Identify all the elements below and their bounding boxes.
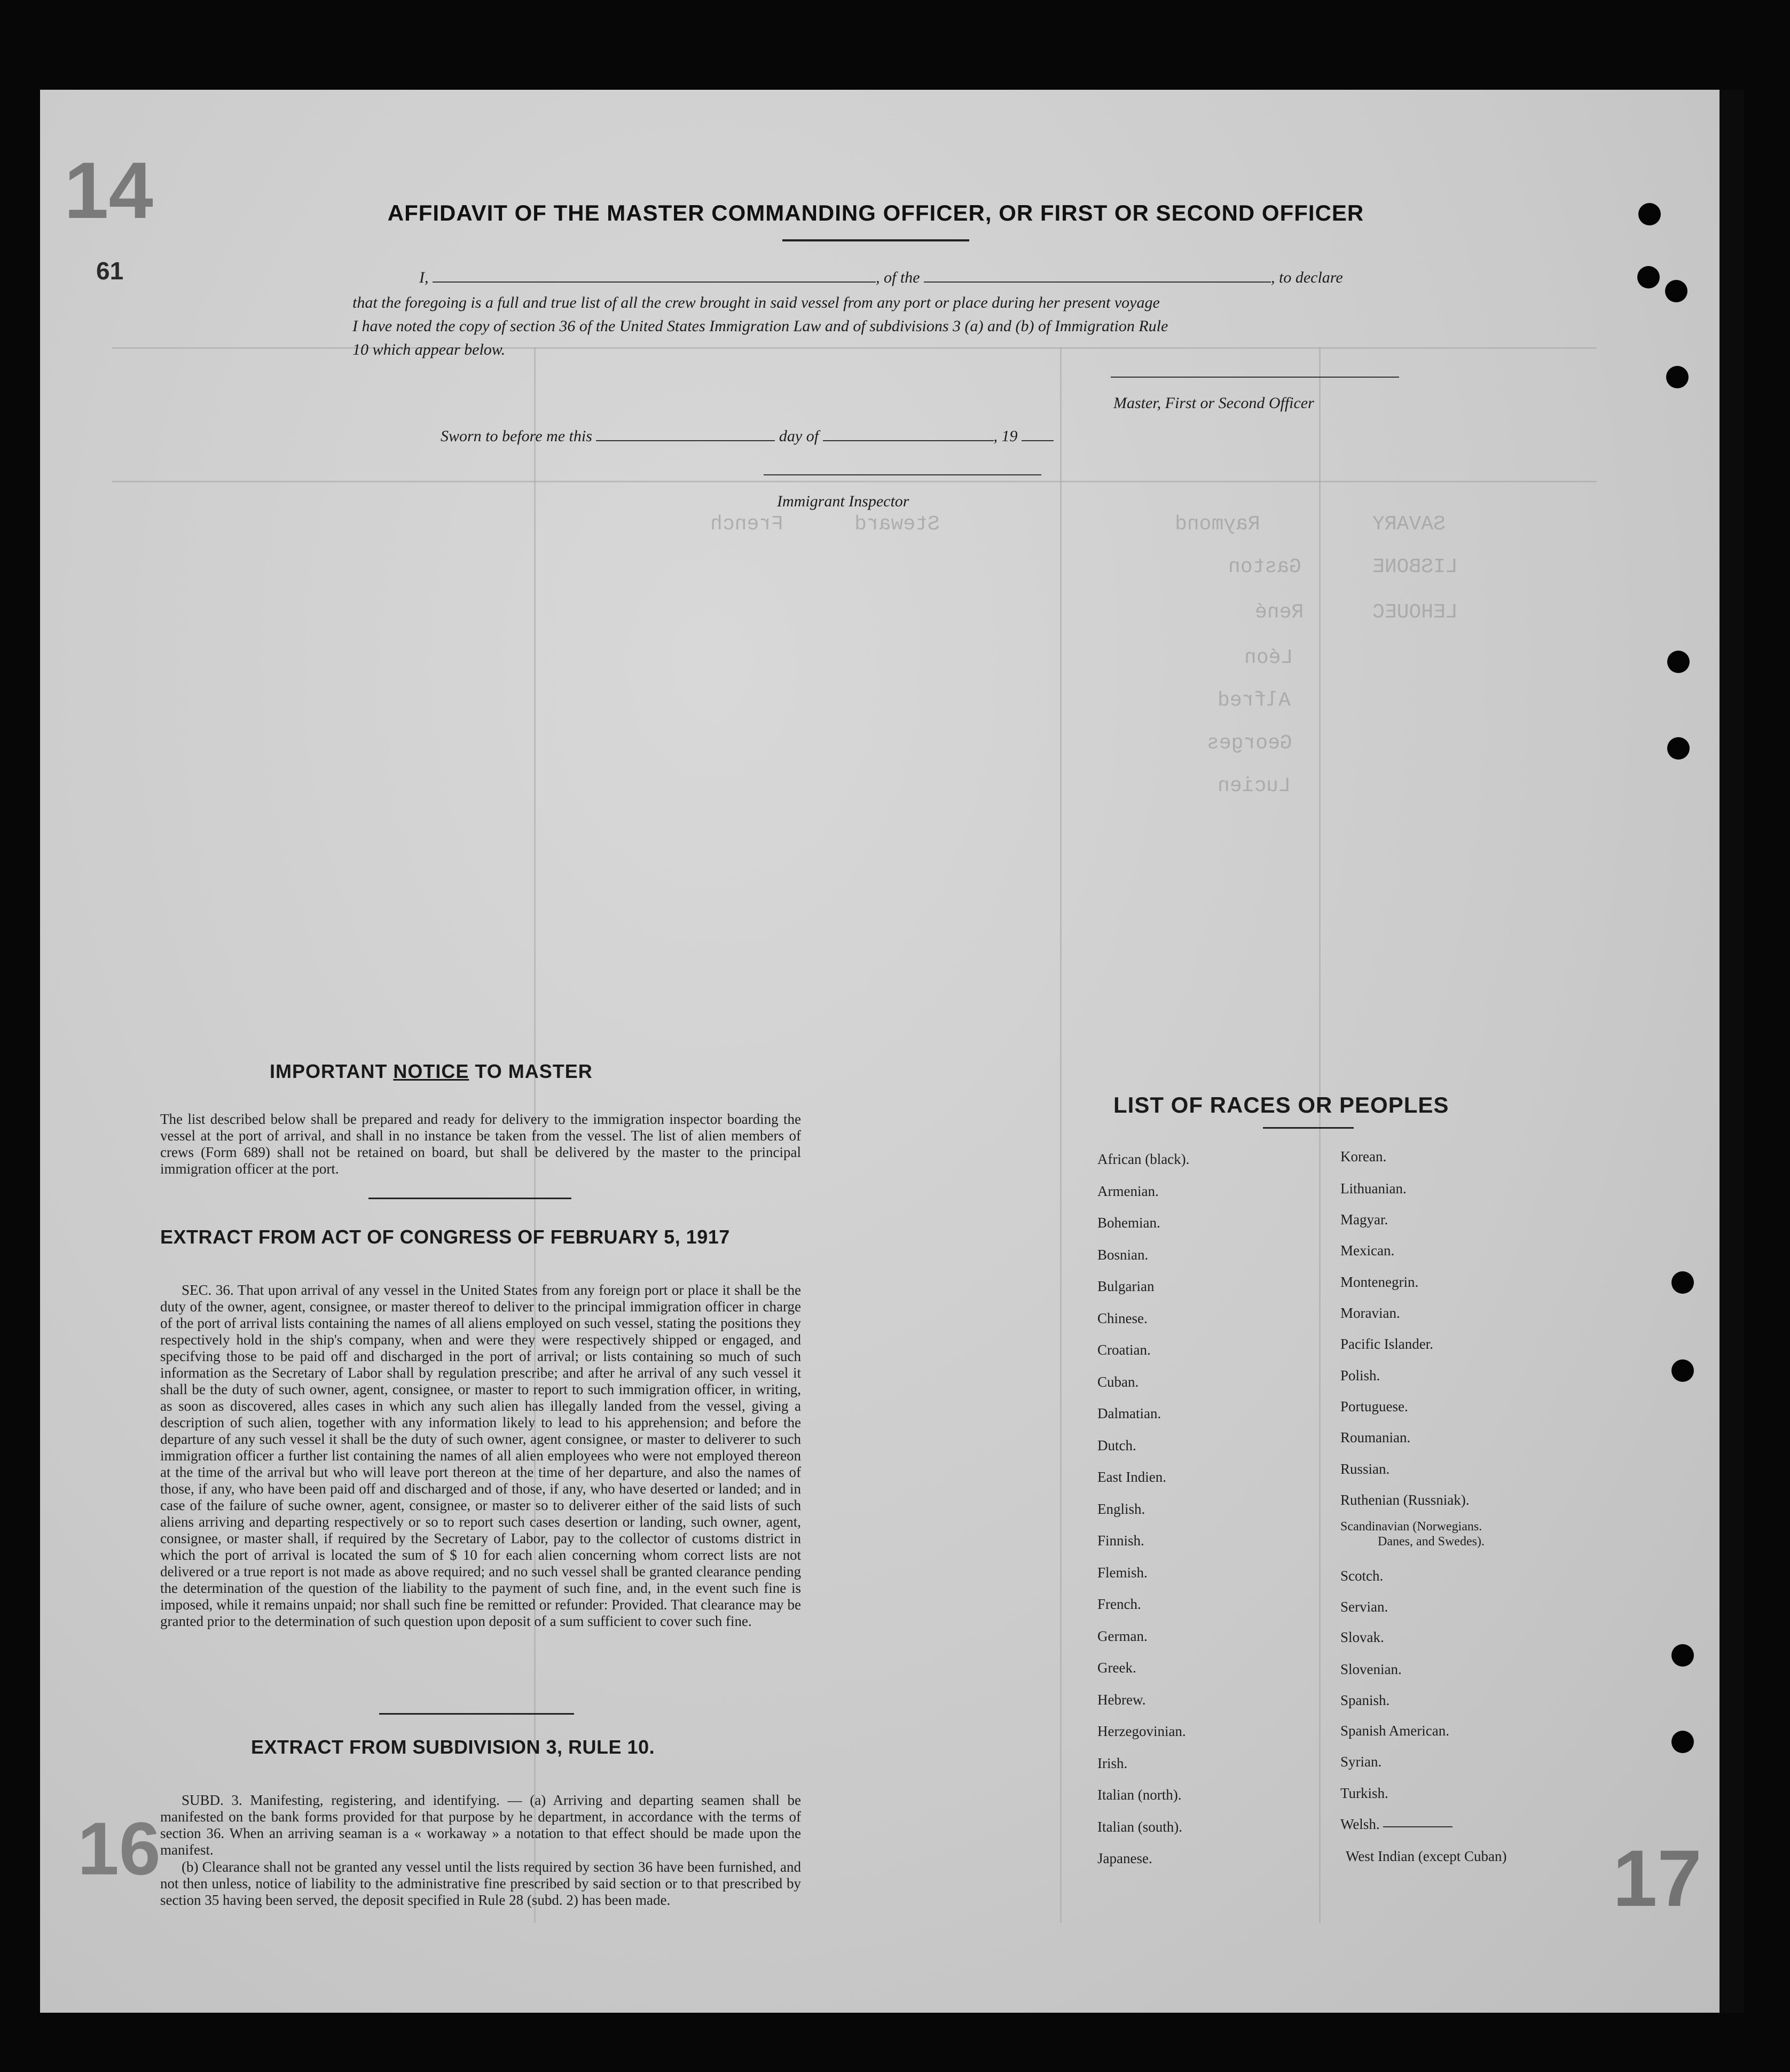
title-underline [782, 239, 969, 241]
race-item: Chinese. [1097, 1310, 1148, 1326]
welsh-underline [1383, 1826, 1453, 1827]
race-item: Roumanian. [1340, 1429, 1411, 1445]
race-item: Portuguese. [1340, 1398, 1408, 1414]
margin-mark: 14 [64, 145, 153, 235]
bleed-through-text: LISBONE [1372, 556, 1458, 578]
race-item: Slovak. [1340, 1629, 1384, 1645]
vessel-name-blank[interactable] [924, 282, 1271, 283]
margin-mark: 17 [1613, 1833, 1702, 1923]
race-item: Bohemian. [1097, 1215, 1160, 1231]
punch-hole [1671, 1731, 1694, 1753]
race-item: Scotch. [1340, 1568, 1384, 1584]
race-item: Spanish. [1340, 1692, 1390, 1708]
race-item: Mexican. [1340, 1242, 1395, 1258]
officer-name-blank[interactable] [433, 282, 876, 283]
act-extract-body: SEC. 36. That upon arrival of any vessel in the United States from any foreign port or place it shall be the duty of the owner, agent, consignee, or master thereof to deliver to the principal immigration officer in charge of the port of arrival lists containing the names of all aliens employed on such vessel, stating the positions they respectively hold in the ship's company, when and were they were respectively shipped or engaged, and specifving those to be paid off and discharged in the port of arrival; or lists containing so much of such information as the Secretary of Labor shall by regulation prescribe; and after he arrival of any such vessel it shall be the duty of such owner, agent, consignee, or master to report to such immigration officer, in writing, as soon as discovered, alles cases in which any such alien has illegally landed from the vessel, giving a description of such alien, together with any information likely to lead to his apprehension; and before the departure of any such vessel it shall be the duty of such owner, agent consignee, or master to deliverer to such immigration officer a further list containing the names of all alien employees who were not employed thereon at the time of the arrival but who will leave port thereon at the time of her departure, and also the names of those, if any, who have been paid off and discharged and of those, if any, who have deserted or landed; and in case of the failure of suche owner, agent, consignee, or master so to deliverer either of the said lists of such aliens arriving and departing respectively or so to report such cases desertion or landing, such owner, agent, consignee, or master shall, if required by the Secretary of Labor, pay to the collector of customs district in which the port of arrival is located the sum of $ 10 for each alien concerning whom correct lists are not delivered or a true report is not made as above required; and no such vessel shall be granted clearance pending the determination of the question of the liability to the payment of such fine, and, in the event such fine is imposed, while it remains unpaid; nor shall such fine be remitted or refunder: Provided. That clearance may be granted prior to the determination of such question upon deposit of a sum sufficient to cover such fine. [160, 1282, 801, 1629]
notice-title-part: TO MASTER [475, 1060, 593, 1082]
punch-hole [1665, 280, 1687, 302]
inspector-label: Immigrant Inspector [777, 492, 909, 510]
master-label: Master, First or Second Officer [1113, 394, 1314, 412]
to-declare-label: , to declare [1271, 269, 1343, 286]
race-item: Lithuanian. [1340, 1180, 1407, 1197]
punch-hole [1671, 1644, 1694, 1667]
notice-title-part: IMPORTANT [270, 1060, 388, 1082]
race-item: French. [1097, 1596, 1141, 1612]
race-item: Italian (south). [1097, 1818, 1182, 1835]
race-item: Cuban. [1097, 1373, 1139, 1390]
day-of-label: day of [779, 427, 819, 445]
sheet-edge [1720, 90, 1744, 2013]
bleed-through-text: Léon [1244, 646, 1293, 669]
race-item: Magyar. [1340, 1211, 1388, 1227]
race-item: Irish. [1097, 1755, 1128, 1771]
races-title: LIST OF RACES OR PEOPLES [1113, 1092, 1449, 1117]
bleed-through-text: Raymond [1175, 513, 1260, 536]
race-item: East Indien. [1097, 1469, 1166, 1485]
punch-hole [1667, 737, 1690, 760]
affidavit-title: AFFIDAVIT OF THE MASTER COMMANDING OFFICER, OR FIRST OR SECOND OFFICER [387, 200, 1364, 225]
races-title-underline [1263, 1127, 1354, 1129]
race-item: English. [1097, 1500, 1145, 1517]
race-item: Greek. [1097, 1660, 1136, 1676]
race-item: Croatian. [1097, 1342, 1151, 1358]
sworn-year-blank[interactable] [1022, 440, 1054, 441]
notice-body: The list described below shall be prepared and ready for delivery to the immigration inspector boarding the vessel at the port of arrival, and shall in no instance be taken from the vessel. The list of alien members of crews (Form 689) shall not be retained on board, but shall be delivered by the master to the principal immigration officer at the port. [160, 1111, 801, 1177]
race-item: German. [1097, 1628, 1148, 1644]
affidavit-line: I have noted the copy of section 36 of the United States Immigration Law and of subdivisions 3 (a) and (b) of Immigration Rule [352, 317, 1168, 335]
punch-hole [1638, 203, 1661, 225]
of-the-label: , of the [876, 269, 920, 286]
rule-extract-body-a: SUBD. 3. Manifesting, registering, and identifying. — (a) Arriving and departing seamen shall be manifested on the bank forms provided for that purpose by he department, in accordance with the terms of section 36. When an arriving seaman is a « workaway » a notation to that effect should be made upon the manifest. [160, 1792, 801, 1858]
affidavit-line: 10 which appear below. [352, 341, 506, 358]
race-item: Italian (north). [1097, 1787, 1182, 1803]
race-item: Slovenian. [1340, 1661, 1402, 1677]
year-prefix-label: 19 [1001, 427, 1018, 445]
bleed-through-text: René [1255, 601, 1304, 624]
race-item: Servian. [1340, 1599, 1388, 1615]
affidavit-line: that the foregoing is a full and true list of all the crew brought in said vessel from any port or place during her present voyage [352, 294, 1160, 311]
race-item: Ruthenian (Russniak). [1340, 1492, 1470, 1508]
bleed-through-text: LEHOUEC [1372, 601, 1458, 624]
rule-extract-body-b: (b) Clearance shall not be granted any vessel until the lists required by section 36 have been furnished, and not then unless, notice of liability to the administrative fine prescribed by said section or to that prescribed by section 35 having been served, the deposit specified in Rule 28 (subd. 2) has been made. [160, 1859, 801, 1908]
race-item: Pacific Islander. [1340, 1336, 1433, 1352]
section-divider [368, 1198, 571, 1199]
race-item: Dutch. [1097, 1437, 1136, 1453]
margin-mark: 16 [77, 1807, 161, 1890]
race-item: Welsh. [1340, 1816, 1380, 1832]
punch-hole [1667, 651, 1690, 673]
race-item: Syrian. [1340, 1754, 1382, 1770]
race-item: Armenian. [1097, 1183, 1159, 1199]
sworn-month-blank[interactable] [823, 440, 994, 441]
race-item: Spanish American. [1340, 1723, 1449, 1739]
race-item: Dalmatian. [1097, 1405, 1161, 1421]
margin-mark: 61 [96, 257, 124, 285]
bleed-through-text: Gaston [1228, 556, 1301, 578]
race-item: Montenegrin. [1340, 1274, 1419, 1290]
notice-title [270, 1060, 593, 1083]
bleed-through-line [112, 481, 1597, 482]
bleed-through-text: French [710, 513, 783, 536]
race-item: African (black). [1097, 1151, 1190, 1167]
bleed-through-text: Lucien [1218, 775, 1291, 797]
punch-hole [1671, 1359, 1694, 1382]
bleed-through-text: SAVARY [1372, 513, 1446, 536]
bleed-through-line [1319, 347, 1321, 1923]
sworn-day-blank[interactable] [596, 440, 775, 441]
race-item: Polish. [1340, 1367, 1380, 1383]
race-item: Bulgarian [1097, 1278, 1155, 1294]
race-item: Danes, and Swedes). [1378, 1535, 1485, 1549]
document-sheet [40, 90, 1720, 2013]
sworn-label: Sworn to before me this [441, 427, 592, 445]
section-divider [379, 1713, 574, 1715]
affidavit-i-label: I, [419, 269, 429, 286]
race-item: Korean. [1340, 1148, 1387, 1164]
race-item: Moravian. [1340, 1305, 1400, 1321]
punch-hole [1666, 366, 1689, 388]
race-item: Japanese. [1097, 1850, 1152, 1866]
race-item: Scandinavian (Norwegians. [1340, 1520, 1482, 1534]
bleed-through-text: Alfred [1218, 689, 1291, 712]
act-extract-title: EXTRACT FROM ACT OF CONGRESS OF FEBRUARY 5, 1917 [160, 1226, 730, 1248]
race-item: Finnish. [1097, 1533, 1144, 1549]
punch-hole [1637, 266, 1660, 288]
race-item: Hebrew. [1097, 1691, 1146, 1708]
race-item: Russian. [1340, 1461, 1390, 1477]
punch-hole [1671, 1271, 1694, 1294]
bleed-through-text: Georges [1207, 732, 1292, 755]
bleed-through-text: Steward [854, 513, 940, 536]
notice-title-part: NOTICE [393, 1060, 469, 1082]
bleed-through-line [1060, 347, 1062, 1923]
affidavit-body [352, 291, 1394, 362]
race-item: Flemish. [1097, 1564, 1148, 1581]
race-item: Turkish. [1340, 1785, 1388, 1801]
rule-extract-title: EXTRACT FROM SUBDIVISION 3, RULE 10. [251, 1736, 655, 1758]
race-item: Bosnian. [1097, 1246, 1149, 1263]
affidavit-declaration-line [419, 269, 1343, 287]
race-item: Herzegovinian. [1097, 1723, 1186, 1739]
master-signature-line[interactable] [1111, 377, 1399, 378]
sworn-line: Sworn to before me this day of , 19 [441, 427, 1054, 445]
race-item: West Indian (except Cuban) [1346, 1848, 1507, 1864]
inspector-signature-line[interactable] [764, 474, 1041, 475]
